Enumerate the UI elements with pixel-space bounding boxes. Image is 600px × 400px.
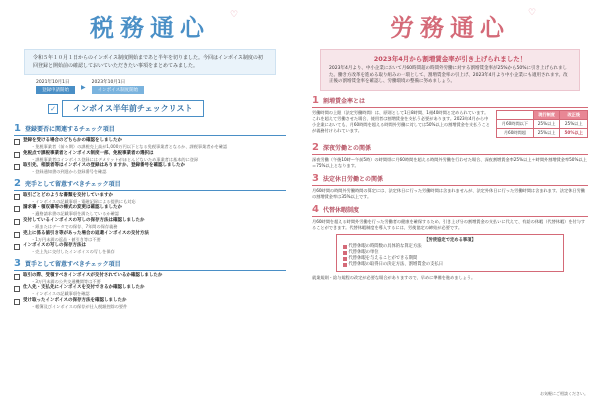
timeline-step-2: 2023年10月1日 インボイス制度開始 <box>92 80 144 94</box>
checkbox-icon <box>14 299 20 305</box>
footer-note: お気軽にご相談ください。 <box>540 391 588 396</box>
banner-title: 2023年4月から割増賃金率が引き上げられました！ <box>373 55 527 63</box>
section-title: 登録要否に関連するチェック項目 <box>24 126 115 133</box>
bullet-icon <box>343 251 347 255</box>
check-item: 交付しているインボイスの写しの保存方法は確認しましたか ・紙またはデータでの保存、7年間の保存義務 <box>14 218 286 230</box>
section-number: 1 <box>312 94 319 106</box>
labor-section-4 <box>312 204 588 231</box>
check-item: インボイスの写しの保存方法は ・売上先に交付したインボイスの写しを保存 <box>14 243 286 255</box>
timeline-arrow-icon: ▶ <box>81 83 86 91</box>
col-new: 改正後 <box>560 110 588 119</box>
section-title: 代替休暇制度 <box>322 206 359 214</box>
labor-section-3 <box>312 173 588 200</box>
banner-text: 2023年4月より、中小企業において月60時間超の時間外労働に対する割増賃金率が25%から50%に引き上げられました。働き方改革を進める取り組みの一環として、割増賃金率の引上げ、2023年4月より中小企業にも適用されます。改正後の割増賃金率を確認し、労働環境の整備に努めましょう。 <box>329 66 568 84</box>
announcement-banner <box>320 49 580 91</box>
checkbox-icon <box>14 194 20 200</box>
section-title: 割増賃金率とは <box>322 97 365 105</box>
agreement-item: 代替休暇を与えることができる期間 <box>343 256 557 262</box>
bullet-icon <box>343 245 347 249</box>
bullet-icon <box>343 257 347 261</box>
bullet-icon <box>343 263 347 267</box>
section-text: 月60時間の時間外労働時間の算定には、法定休日に行った労働時間は含まれませんが、法定外休日に行った労働時間は含まれます。法定休日労働の割増賃金率は35%以上です。 <box>312 187 585 199</box>
section-text: 月60時間を超える時間外労働を行った労働者の健康を確保するため、引き上げ分の割増賃金の支払いに代えて、有給の休暇（代替休暇）を付与することができます。代替休暇制度を導入するには、労使協定の締結が必要です。 <box>312 218 586 230</box>
invoice-timeline <box>36 80 286 94</box>
agreement-item: 代替休暇の単位 <box>343 250 557 256</box>
checkbox-icon <box>14 244 20 250</box>
check-item: 取引ごとどのような書類を交付していますか ・インボイスの記載事項・電磁記録による提供にも対応 <box>14 193 286 205</box>
agreement-item: 代替休暇の取得日の決定方法、割増賃金の支払日 <box>343 262 557 268</box>
check-item: 取引先、相談者等はインボイスの登録はありますか、登録番号を確認しましたか ・登録通知書の到達から登録番号を確認 <box>14 163 286 175</box>
check-item: 登録を受ける場合のどちらかの確認をしましたか ・免税事業者（前々期）の課税売上高が1,000万円以下となる免税事業者となるか、課税事業者かを確認 <box>14 138 286 150</box>
check-item: 免税点で課税事業者とインボイス制度一部、免税事業者の選択は ・課税事業者はインボイス登録にはデメリットがほとんどないため事業者は基本的に登録 <box>14 151 286 163</box>
checkmark-icon: ✓ <box>48 104 58 114</box>
section-1 <box>14 123 286 175</box>
col-old: 現行制度 <box>533 110 560 119</box>
labor-title: 労務通心 <box>390 13 510 42</box>
check-item: 売上に係る値引き等があった場合の返還インボイスの交付方法 ・1万円未満の返品・値引き等は不要 <box>14 231 286 243</box>
section-text: 労働時間の上限（法定労働時間）は、原則として1日8時間、1週40時間と定められています。これを超えて労働させた場合、使用者は割増賃金を支払う必要があります。2023年4月から中小企業においても、月60時間を超える時間外労働に対しては50%以上の割増賃金を支払うことが義務付けられています。 <box>312 109 490 133</box>
checkbox-icon <box>14 139 20 145</box>
section-title: 売手として留意すべきチェック項目 <box>24 180 121 188</box>
tax-lead: 令和５年１０月１日からのインボイス制度開始まであと半年を切りました。今回はインボイス制度の初回登録と開始前の確認しておいていただきたい事項をまとめてみました。 <box>24 49 276 75</box>
section-number: 4 <box>312 203 319 215</box>
section-number: 3 <box>14 257 21 269</box>
section-2 <box>14 178 286 255</box>
labor-section-2 <box>312 142 588 169</box>
rate-table: 現行制度 改正後 月60時間以下 25%以上 25%以上 月60時間超 25%以上 50%以上 <box>496 110 588 138</box>
checklist-title: インボイス半年前チェックリスト <box>62 100 204 117</box>
section-number: 2 <box>14 177 21 189</box>
section-number: 3 <box>312 172 319 184</box>
row-label: 月60時間以下 <box>497 119 534 128</box>
checkbox-icon <box>14 286 20 292</box>
section-number: 2 <box>312 141 319 153</box>
agreement-box <box>336 234 564 272</box>
agreement-item: 代替休暇の時間数の具体的な算定方法 <box>343 244 557 250</box>
checkbox-icon <box>14 274 20 280</box>
checkbox-icon <box>14 164 20 170</box>
closing-text: 就業規則・給与規程の改定が必要な場合がありますので、早めに準備を進めましょう。 <box>312 274 476 280</box>
section-title: 法定休日労働との関係 <box>322 175 383 183</box>
checklist-heading <box>48 100 286 117</box>
section-number: 1 <box>14 123 21 134</box>
timeline-step-1: 2021年10月1日 登録申請開始 <box>36 80 75 94</box>
agreement-title: 【労使協定で定める事項】 <box>424 237 476 243</box>
check-item: 仕入先・支払先にインボイスを交付できるか確認しましたか ・インボイスの記載事項を確認 <box>14 285 286 297</box>
check-item: 請求書・領収書等の様式の変更は確認しましたか ・適格請求書の記載事項を満たしているか確認 <box>14 205 286 217</box>
section-title: 買手として留意すべきチェック項目 <box>24 260 121 268</box>
heart-icon: ♡ <box>230 10 239 20</box>
checkbox-icon <box>14 206 20 212</box>
labor-section-1 <box>312 95 588 138</box>
checkbox-icon <box>14 219 20 225</box>
check-item: 取引の際、受領すべきインボイスが交付されているか確認しましたか ・3万円未満の公共交通機関等は不要 <box>14 273 286 285</box>
tax-title: 税務通心 <box>90 13 210 42</box>
section-text: 深夜労働（午後10時〜午前5時）の時間帯に月60時間を超える時間外労働を行わせた場合、深夜割増賃金率25%以上＋時間外割増賃金率50%以上＝75%以上となります。 <box>312 156 587 168</box>
checkbox-icon <box>14 232 20 238</box>
section-title: 深夜労働との関係 <box>322 144 371 152</box>
section-3 <box>14 258 286 310</box>
checkbox-icon <box>14 152 20 158</box>
row-label: 月60時間超 <box>497 128 534 137</box>
heart-icon: ♡ <box>528 8 537 18</box>
check-item: 受け取ったインボイスの保存方法を確認しましたか ・帳簿及びインボイスの保存が仕入税額控除の要件 <box>14 298 286 310</box>
labor-newsletter-page <box>300 0 600 400</box>
